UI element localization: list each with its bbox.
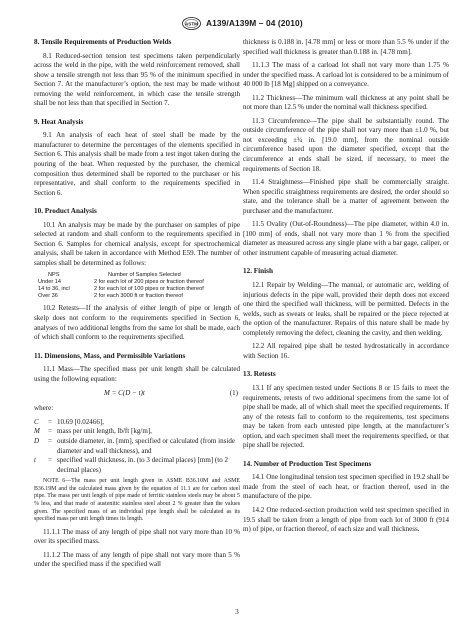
page-number: 3 — [235, 608, 239, 616]
paragraph-11-2: 11.2 Thickness—The minimum wall thickness at any point shall be not more than 12.5 % under the nominal wall thickness specified. — [243, 93, 449, 112]
paragraph-12-2: 12.2 All repaired pipe shall be tested hydrostatically in accordance with Section 16. — [243, 342, 449, 360]
paragraph-11-1-1: 11.1.1 The mass of any length of pipe shall not vary more than 10 % over its specified mass. — [34, 527, 240, 546]
paragraph-14-2: 14.2 One reduced-section production weld test specimen specified in 19.5 shall be taken from a length of pipe from each lot of 3000 ft (914 m) of pipe, or fraction thereof, of each size and wall thickness. — [243, 505, 449, 534]
list-item: t = specified wall thickness, in. (to 3 decimal places) [mm] (to 2 decimal places) — [34, 456, 240, 475]
variable-list — [34, 418, 240, 475]
samples-table — [38, 272, 204, 300]
table-row — [38, 293, 204, 300]
section-9-heading: 9. Heat Analysis — [34, 117, 84, 126]
list-item: D = outside diameter, in. [mm], specified or calculated (from inside diameter and wall thickness), and — [34, 437, 240, 456]
where-label: where: — [34, 404, 54, 413]
svg-text:ASTM: ASTM — [184, 21, 199, 27]
table-row — [38, 286, 204, 293]
section-13-heading: 13. Retests — [243, 370, 276, 379]
equation-formula: M = C(D − t)t — [104, 389, 145, 398]
variable-symbol: M — [34, 427, 40, 436]
table-header-row — [38, 272, 204, 279]
astm-logo-icon — [182, 17, 201, 30]
paragraph-8-1: 8.1 Reduced-section tension test specimens taken perpendicularly across the weld in the pipe, with the weld reinforcement removed, shall show a tensile strength not less than 95 % of the minimum specified in Section 7. At the manufacturer’s option, the test may be made without removing the weld reinforcement, in which case the tensile strength shall be not less than that specified in Section 7. — [34, 51, 240, 108]
table-cell: 2 for each 3000 ft or fraction thereof — [94, 293, 183, 300]
table-cell: 14 to 36, incl — [38, 286, 70, 293]
section-14-heading: 14. Number of Production Test Specimens — [243, 459, 372, 468]
paragraph-11-4: 11.4 Straightness—Finished pipe shall be commercially straight. When specific straightness requirements are desired, the order should so state, and the tolerance shall be a matter of agreement between the purchaser and the manufacturer. — [243, 178, 449, 215]
table-cell: 2 for each lot of 200 pipes or fraction thereof — [94, 279, 204, 286]
paragraph-13-1: 13.1 If any specimen tested under Sections 8 or 15 fails to meet the requirements, retests of two additional specimens from the same lot of pipe shall be made, all of which shall meet the specified requirements. If any of the retests fail to conform to the requirements, test specimens may be taken from each untested pipe length, at the manufacturer’s option, and each specimen shall meet the requirements specified, or that pipe shall be rejected. — [243, 383, 449, 450]
section-12-heading: 12. Finish — [243, 267, 273, 276]
table-cell: Under 14 — [38, 279, 62, 286]
table-header-samples: Number of Samples Selected — [108, 272, 181, 279]
table-row — [38, 279, 204, 286]
section-10-heading: 10. Product Analysis — [34, 207, 97, 216]
paragraph-12-1: 12.1 Repair by Welding—The manual, or automatic arc, welding of injurious defects in the pipe wall, provided their depth does not exceed one third the specified wall thickness, will be permitted. Defects in the welds, such as sweats or leaks, shall be repaired or the piece rejected at the option of the manufacturer. Repairs of this nature shall be made by completely removing the defect, cleaning the cavity, and then welding. — [243, 281, 449, 337]
list-item: M = mass per unit length, lb/ft [kg/m], — [34, 427, 240, 437]
variable-symbol: C — [34, 417, 39, 426]
paragraph-10-1: 10.1 An analysis may be made by the purchaser on samples of pipe selected at random and shall conform to the requirements specified in Section 6. Samples for chemical analysis, except for spectrochemical analysis, shall be taken in accordance with Method E59. The number of samples shall be determined as follows: — [34, 220, 240, 267]
variable-definition: 10.69 [0.02466], — [57, 417, 104, 426]
equation-number: (1) — [229, 389, 238, 398]
variable-definition: outside diameter, in. [mm], specified or calculated (from inside diameter and wall thickness), and — [57, 436, 235, 455]
table-cell: 2 for each lot of 100 pipes or fraction thereof — [94, 286, 204, 293]
paragraph-11-1-3: 11.1.3 The mass of a carload lot shall not vary more than 1.75 % under the specified mass. A carload lot is considered to be a minimum of 40 000 lb [18 Mg] shipped on a conveyance. — [243, 61, 449, 89]
paragraph-14-1: 14.1 One longitudinal tension test specimen specified in 19.2 shall be made from the steel of each heat, or fraction thereof, used in the manufacture of the pipe. — [243, 473, 449, 501]
paragraph-9-1: 9.1 An analysis of each heat of steel shall be made by the manufacturer to determine the percentages of the elements specified in Section 6. This analysis shall be made from a test ingot taken during the pouring of the heat. When requested by the purchaser, the chemical composition thus determined shall be reported to the purchaser or his representative, and shall conform to the requirements specified in Section 6. — [34, 131, 240, 197]
section-11-heading: 11. Dimensions, Mass, and Permissible Variations — [34, 351, 186, 360]
left-column — [34, 38, 240, 574]
variable-definition: specified wall thickness, in. (to 3 decimal places) [mm] (to 2 decimal places) — [57, 456, 229, 474]
right-column — [243, 38, 449, 539]
paragraph-11-1: 11.1 Mass—The specified mass per unit length shall be calculated using the following equation: — [34, 365, 240, 383]
document-title: A139/A139M – 04 (2010) — [206, 18, 303, 28]
page-header — [0, 17, 474, 31]
note-6: NOTE 6—The mass per unit length given in ASME B36.10M and ASME B36.19M and the calculated mass given by the equation of 11.1 are for carbon steel pipe. The mass per unit length of pipe made of ferritic stainless steels may be about 5 % less, and that made of austenitic stainless steel about 2 % greater than the values given. The specified mass of an individual pipe length shall be calculated as its specified mass per unit length times its length. — [34, 478, 240, 523]
section-8-heading: 8. Tensile Requirements of Production Welds — [34, 38, 172, 46]
paragraph-11-1-2-continued: thickness is 0.188 in. [4.78 mm] or less or more than 5.5 % under if the specified wall thickness is greater than 0.188 in. [4.78 mm]. — [243, 38, 449, 56]
table-cell: Over 36 — [38, 293, 58, 300]
variable-definition: mass per unit length, lb/ft [kg/m], — [57, 427, 152, 436]
list-item: C = 10.69 [0.02466], — [34, 418, 240, 428]
mass-equation — [34, 388, 240, 400]
paragraph-10-2: 10.2 Retests—If the analysis of either length of pipe or length of skelp does not conform to the requirements specified in Section 6, analyses of two additional lengths from the same lot shall be made, each of which shall conform to the requirements specified. — [34, 304, 240, 342]
table-header-nps: NPS — [48, 272, 60, 279]
paragraph-11-5: 11.5 Ovality (Out-of-Roundness)—The pipe diameter, within 4.0 in. [100 mm] of ends, shall not vary more than 1 % from the specified diameter as measured across any single plane with a bar gage, caliper, or other instrument capable of measuring actual diameter. — [243, 220, 449, 257]
variable-symbol: t — [34, 456, 36, 465]
variable-symbol: D — [34, 436, 40, 445]
paragraph-11-3: 11.3 Circumference—The pipe shall be substantially round. The outside circumference of the pipe shall not vary more than ±1.0 %, but not exceeding ±¾ in. [19.0 mm], from the nominal outside circumference based upon the diameter specified, except that the circumference at ends shall be sized, if necessary, to meet the requirements of Section 18. — [243, 116, 449, 173]
paragraph-11-1-2: 11.1.2 The mass of any length of pipe shall not vary more than 5 % under the specified mass if the specified wall — [34, 550, 240, 569]
